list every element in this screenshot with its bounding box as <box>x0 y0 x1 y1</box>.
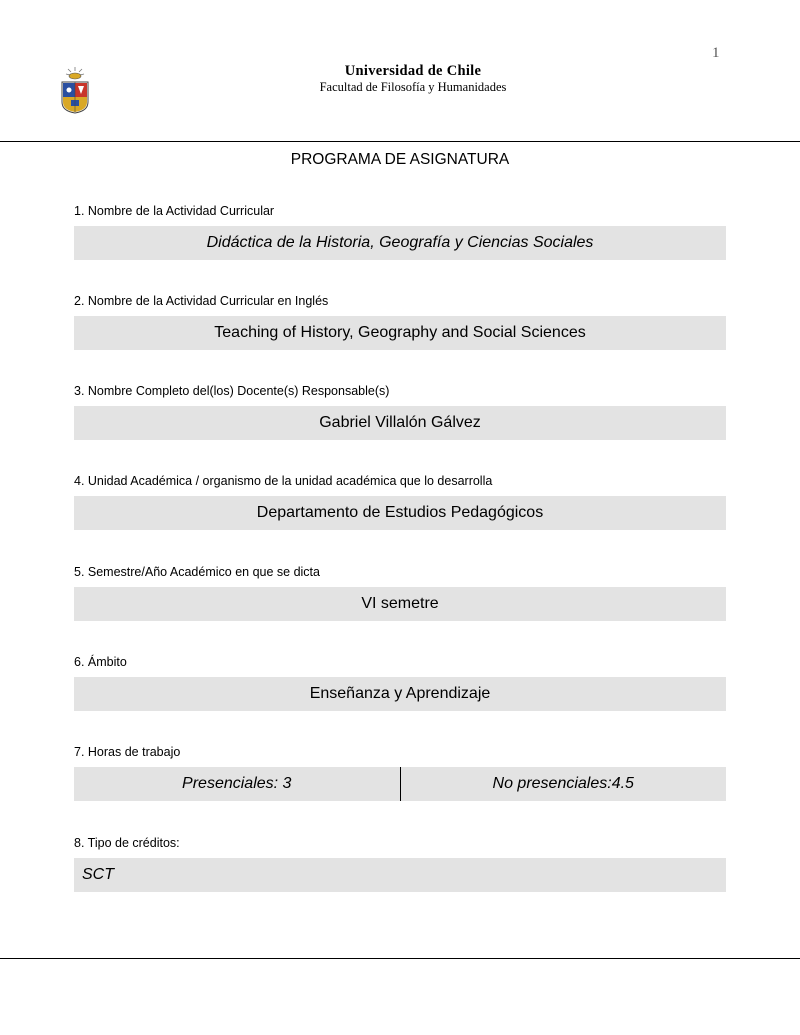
scope-field: Enseñanza y Aprendizaje <box>74 677 726 711</box>
section-label: 1. Nombre de la Actividad Curricular <box>74 204 275 218</box>
section-label: 3. Nombre Completo del(los) Docente(s) Responsable(s) <box>74 384 390 398</box>
section-activity-name <box>74 202 726 260</box>
teachers-field: Gabriel Villalón Gálvez <box>74 406 726 440</box>
section-teachers <box>74 382 726 440</box>
section-label: 5. Semestre/Año Académico en que se dicta <box>74 565 320 579</box>
academic-unit-field: Departamento de Estudios Pedagógicos <box>74 496 726 530</box>
faculty-name: Facultad de Filosofía y Humanidades <box>319 80 507 94</box>
section-label: 4. Unidad Académica / organismo de la unidad académica que lo desarrolla <box>74 474 493 488</box>
section-activity-name-english <box>74 292 726 350</box>
section-semester <box>74 563 726 621</box>
university-name: Universidad de Chile <box>344 63 482 79</box>
document-title: PROGRAMA DE ASIGNATURA <box>290 151 510 168</box>
header-divider <box>0 141 800 142</box>
in-person-hours: Presenciales: 3 <box>182 775 292 792</box>
activity-name-english-field: Teaching of History, Geography and Social Sciences <box>74 316 726 350</box>
footer-divider <box>0 958 800 959</box>
section-label: 7. Horas de trabajo <box>74 745 181 759</box>
section-label: 8. Tipo de créditos: <box>74 836 180 850</box>
credit-type-field: SCT <box>74 858 726 892</box>
section-credit-type <box>74 834 726 892</box>
work-hours-field <box>74 767 726 801</box>
remote-hours: No presenciales:4.5 <box>492 775 634 792</box>
page-number: 1 <box>712 45 720 61</box>
section-label: 2. Nombre de la Actividad Curricular en Inglés <box>74 294 329 308</box>
semester-field: VI semetre <box>74 587 726 621</box>
section-academic-unit <box>74 472 726 530</box>
section-work-hours <box>74 743 726 801</box>
section-label: 6. Ámbito <box>74 655 127 669</box>
activity-name-field: Didáctica de la Historia, Geografía y Ciencias Sociales <box>74 226 726 260</box>
section-scope <box>74 653 726 711</box>
